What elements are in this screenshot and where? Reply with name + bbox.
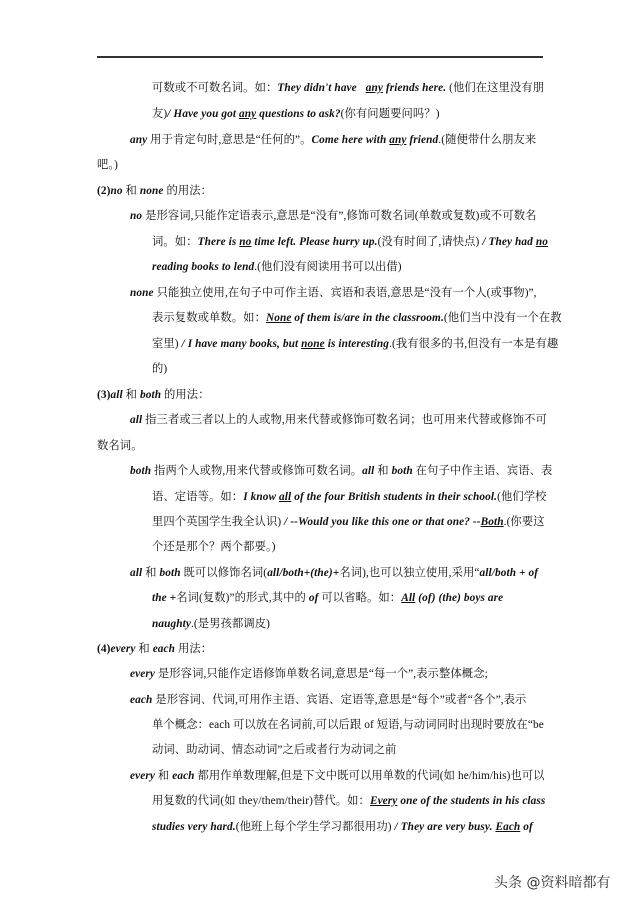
text: 指两个人或物,用来代替或修饰可数名词。: [151, 465, 363, 477]
text: 既可以修饰名词(: [180, 567, 268, 579]
section-heading: [97, 184, 212, 198]
text-line: [130, 413, 547, 427]
text: 名词(复数)”的形式,其中的: [176, 592, 309, 604]
text-line: [152, 794, 545, 808]
text: 数名词。: [97, 440, 143, 452]
example-en: is interesting: [324, 338, 390, 350]
text: 和: [374, 465, 392, 477]
text: .(我有很多的书,但没有一本是有趣: [389, 338, 559, 350]
keyword: all: [130, 567, 143, 579]
text: 的用法：: [163, 185, 213, 197]
text: 和: [135, 643, 153, 655]
text-line: [130, 209, 537, 223]
text: 室里): [152, 338, 179, 350]
example-en: I know: [243, 491, 280, 503]
text-line: [152, 107, 440, 121]
text: 在句子中作主语、宾语、表: [412, 465, 553, 477]
underlined-keyword: Both: [480, 516, 504, 528]
text: 和: [154, 770, 173, 782]
underlined-keyword: none: [301, 338, 325, 350]
text: 动词、助动词、情态动词”之后或者行为动词之前: [152, 744, 397, 756]
example-en: friends here.: [382, 82, 447, 94]
example-en: Come here with: [311, 134, 390, 146]
text: 只能独立使用,在句子中可作主语、宾语和表语,意思是“没有一个人(或事物)”,: [153, 287, 537, 299]
text: 指三者或三者以上的人或物,用来代替或修饰可数名词；也可用来代替或修饰不可: [142, 414, 547, 426]
keyword: any: [130, 134, 148, 146]
example-en: of them is/are in the classroom.: [291, 312, 444, 324]
underlined-keyword: any: [239, 108, 257, 120]
underlined-keyword: no: [535, 236, 548, 248]
text-line: [130, 286, 537, 300]
text-line: [152, 81, 544, 95]
example-en: of the four British students in their school.: [291, 491, 498, 503]
example-en: naughty: [152, 618, 191, 630]
keyword: each: [172, 770, 195, 782]
text: 和: [122, 185, 140, 197]
text: .(是男孩都调皮): [191, 618, 271, 630]
underlined-keyword: Each: [495, 821, 521, 833]
keyword: no: [110, 185, 123, 197]
example-en: one of the students in his class: [397, 795, 546, 807]
text: 名词),也可以独立使用,采用“: [339, 567, 480, 579]
example-en: / --Would you like this one or that one? --: [281, 516, 481, 528]
text: 语、定语等。如：: [152, 491, 244, 503]
text: .(他们没有阅读用书可以出借): [254, 261, 402, 273]
text: (他们在这里没有朋: [446, 82, 545, 94]
text: 用于肯定句时,意思是“任何的”。: [147, 134, 312, 146]
text-line: [130, 566, 538, 580]
text-line: [152, 235, 548, 249]
keyword: each: [130, 694, 153, 706]
example-en: studies very hard.: [152, 821, 236, 833]
example-en: They didn't have: [277, 82, 360, 94]
text: .(随便带什么朋友来: [438, 134, 537, 146]
text-line: [97, 158, 118, 172]
example-en: questions to ask?: [256, 108, 341, 120]
example-en: friend: [406, 134, 439, 146]
keyword: every: [130, 770, 155, 782]
text: (没有时间了,请快点): [377, 236, 480, 248]
text-line: [152, 260, 402, 274]
text-line: [152, 718, 544, 732]
text: 都用作单数理解,但是下文中既可以用单数的代词(如 he/him/his)也可以: [194, 770, 545, 782]
watermark: 头条 @资料暗都有: [494, 875, 611, 891]
text: 友): [152, 108, 168, 120]
text: 可以省略。如：: [318, 592, 402, 604]
keyword: both: [139, 389, 162, 401]
underlined-keyword: any: [365, 82, 383, 94]
example-en: (of) (the) boys are: [415, 592, 504, 604]
text-line: [152, 743, 396, 757]
keyword: all: [110, 389, 123, 401]
text-line: [152, 591, 503, 605]
text-line: [152, 617, 270, 631]
text: 里四个英国学生我全认识): [152, 516, 282, 528]
text-line: [152, 820, 533, 834]
text: 是形容词、代词,可用作主语、宾语、定语等,意思是“每个”或者“各个”,表示: [152, 694, 527, 706]
example-en: of: [520, 821, 533, 833]
example-en: / Have you got: [167, 108, 240, 120]
section-number: (4): [97, 643, 111, 655]
example-en: reading books to lend: [152, 261, 255, 273]
section-number: (3): [97, 389, 111, 401]
text-line: [130, 464, 552, 478]
example-en: all/both+(the)+: [267, 567, 340, 579]
example-en: / They had: [479, 236, 536, 248]
text: 单个概念：each 可以放在名词前,可以后跟 of 短语,与动词同时出现时要放在“be: [152, 719, 544, 731]
keyword: all: [130, 414, 143, 426]
example-en: all/both + of: [479, 567, 539, 579]
text-line: [152, 311, 562, 325]
keyword: both: [159, 567, 181, 579]
text-line: [130, 133, 536, 147]
text: 用法：: [175, 643, 213, 655]
keyword: both: [391, 465, 413, 477]
text: 吧。): [97, 159, 119, 171]
text-line: [97, 439, 143, 453]
keyword: none: [139, 185, 164, 197]
text: 表示复数或单数。如：: [152, 312, 266, 324]
text: 和: [122, 389, 140, 401]
text-line: [152, 337, 558, 351]
text: 是形容词,只能作定语表示,意思是“没有”,修饰可数名词(单数或复数)或不可数名: [142, 210, 537, 222]
example-en: the +: [152, 592, 177, 604]
example-en: There is: [197, 236, 240, 248]
text-line: [130, 769, 545, 783]
text-line: [152, 490, 547, 504]
text-line: [152, 540, 276, 554]
text: 和: [142, 567, 160, 579]
text-line: [152, 362, 167, 376]
keyword: no: [130, 210, 143, 222]
text: 的): [152, 363, 168, 375]
example-en: time left. Please hurry up.: [251, 236, 378, 248]
text: 词。如：: [152, 236, 198, 248]
section-heading: [97, 642, 212, 656]
text-line: [152, 515, 545, 529]
text: (他们学校: [497, 491, 547, 503]
text: 个还是那个？两个都要。): [152, 541, 276, 553]
example-en: / They are very busy.: [391, 821, 496, 833]
keyword: of: [308, 592, 319, 604]
example-en: / I have many books, but: [178, 338, 302, 350]
keyword: all: [362, 465, 375, 477]
underlined-keyword: any: [389, 134, 407, 146]
underlined-keyword: Every: [369, 795, 398, 807]
text: .(你要这: [503, 516, 545, 528]
text: (他们当中没有一个在教: [443, 312, 562, 324]
text: 用复数的代词(如 they/them/their)替代。如：: [152, 795, 370, 807]
section-heading: [97, 388, 210, 402]
keyword: every: [130, 668, 155, 680]
underlined-keyword: All: [401, 592, 416, 604]
text-line: [130, 693, 526, 707]
keyword: each: [152, 643, 176, 655]
keyword: none: [130, 287, 154, 299]
text: 的用法：: [161, 389, 210, 401]
text: (你有问题要问吗？): [340, 108, 440, 120]
text: 可数或不可数名词。如：: [152, 82, 278, 94]
section-number: (2): [97, 185, 111, 197]
text: 是形容词,只能作定语修饰单数名词,意思是“每一个”,表示整体概念;: [154, 668, 488, 680]
underlined-keyword: no: [239, 236, 252, 248]
text: (他班上每个学生学习都很用功): [235, 821, 392, 833]
underlined-keyword: None: [265, 312, 292, 324]
keyword: every: [110, 643, 136, 655]
text-line: [130, 667, 488, 681]
header-rule: [97, 56, 543, 58]
underlined-keyword: all: [279, 491, 292, 503]
keyword: both: [130, 465, 152, 477]
